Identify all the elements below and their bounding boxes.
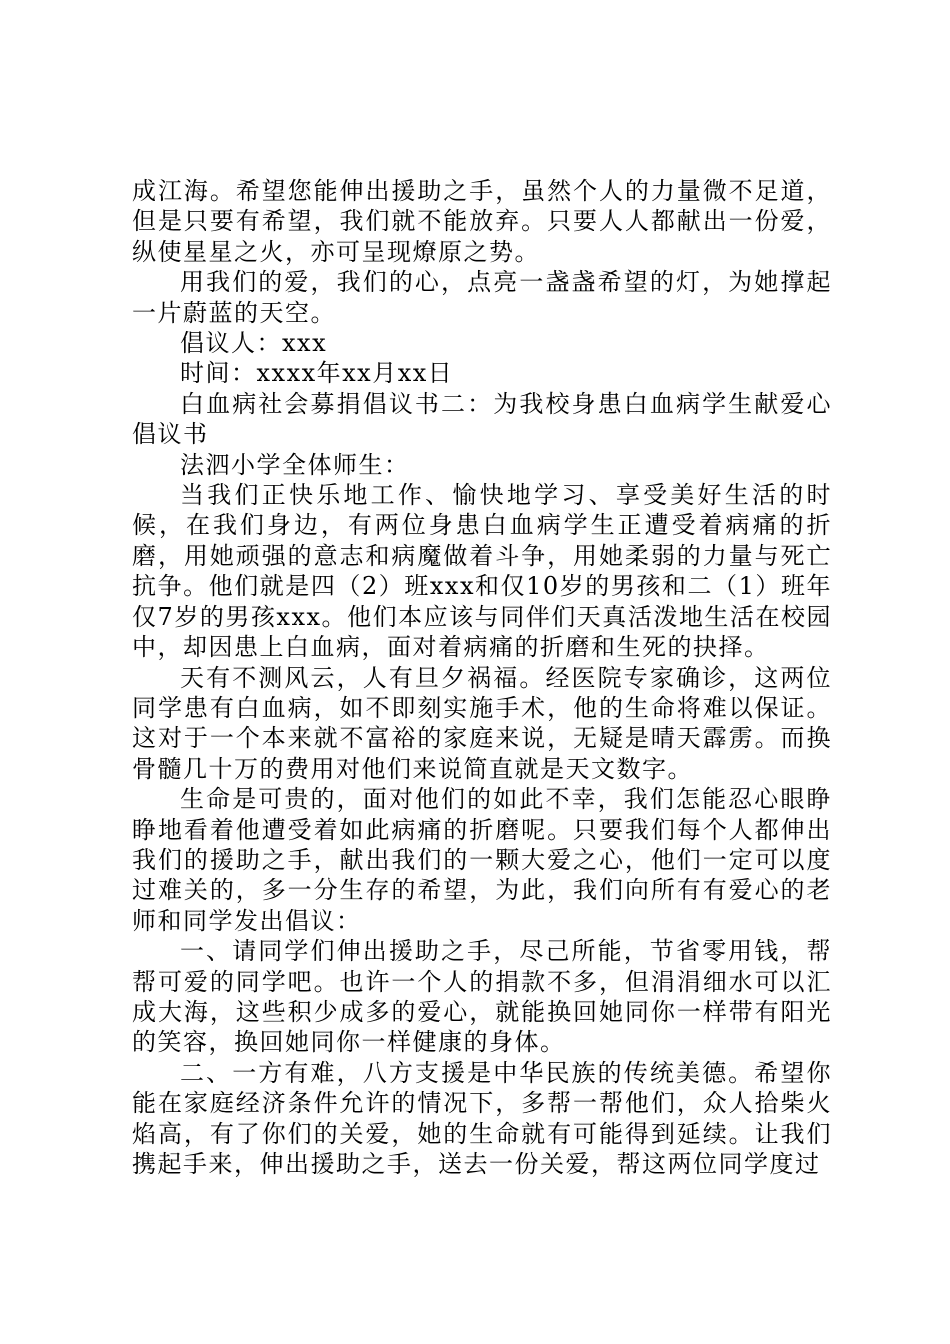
proposal-item-2: 二、一方有难，八方支援是中华民族的传统美德。希望你能在家庭经济条件允许的情况下，多帮一帮他们，众人拾柴火焰高，有了你们的关爱，她的生命就有可能得到延续。让我们携起手来，伸出援助之手，送去一份关爱，帮这两位同学度过	[132, 1058, 832, 1178]
paragraph-continuation: 成江海。希望您能伸出援助之手，虽然个人的力量微不足道，但是只要有希望，我们就不能放弃。只要人人都献出一份爱，纵使星星之火，亦可呈现燎原之势。	[132, 177, 832, 266]
paragraph-appeal: 生命是可贵的，面对他们的如此不幸，我们怎能忍心眼睁睁地看着他遭受着如此病痛的折磨呢。只要我们每个人都伸出我们的援助之手，献出我们的一颗大爱之心，他们一定可以度过难关的，多一分生存的希望，为此，我们向所有有爱心的老师和同学发出倡议：	[132, 785, 832, 935]
salutation: 法泗小学全体师生：	[180, 450, 410, 479]
date-line: 时间：xxxx年xx月xx日	[180, 359, 454, 388]
section-title: 白血病社会募捐倡议书二：为我校身患白血病学生献爱心倡议书	[132, 389, 832, 449]
paragraph-intro: 当我们正快乐地工作、愉快地学习、享受美好生活的时候，在我们身边，有两位身患白血病学生正遭受着病痛的折磨，用她顽强的意志和病魔做着斗争，用她柔弱的力量与死亡抗争。他们就是四（2）班xxx和仅10岁的男孩和二（1）班年仅7岁的男孩xxx。他们本应该与同伴们天真活泼地生活在校园中，却因患上白血病，面对着病痛的折磨和生死的抉择。	[132, 481, 832, 662]
document-body	[132, 176, 832, 1179]
initiator-line: 倡议人：xxx	[180, 329, 328, 358]
paragraph-diagnosis: 天有不测风云，人有旦夕祸福。经医院专家确诊，这两位同学患有白血病，如不即刻实施手术，他的生命将难以保证。这对于一个本来就不富裕的家庭来说，无疑是晴天霹雳。而换骨髓几十万的费用对他们来说简直就是天文数字。	[132, 663, 832, 783]
proposal-item-1: 一、请同学们伸出援助之手，尽己所能，节省零用钱，帮帮可爱的同学吧。也许一个人的捐款不多，但涓涓细水可以汇成大海，这些积少成多的爱心，就能换回她同你一样带有阳光的笑容，换回她同你一样健康的身体。	[132, 937, 832, 1057]
paragraph-hope: 用我们的爱，我们的心，点亮一盏盏希望的灯，为她撑起一片蔚蓝的天空。	[132, 268, 832, 327]
